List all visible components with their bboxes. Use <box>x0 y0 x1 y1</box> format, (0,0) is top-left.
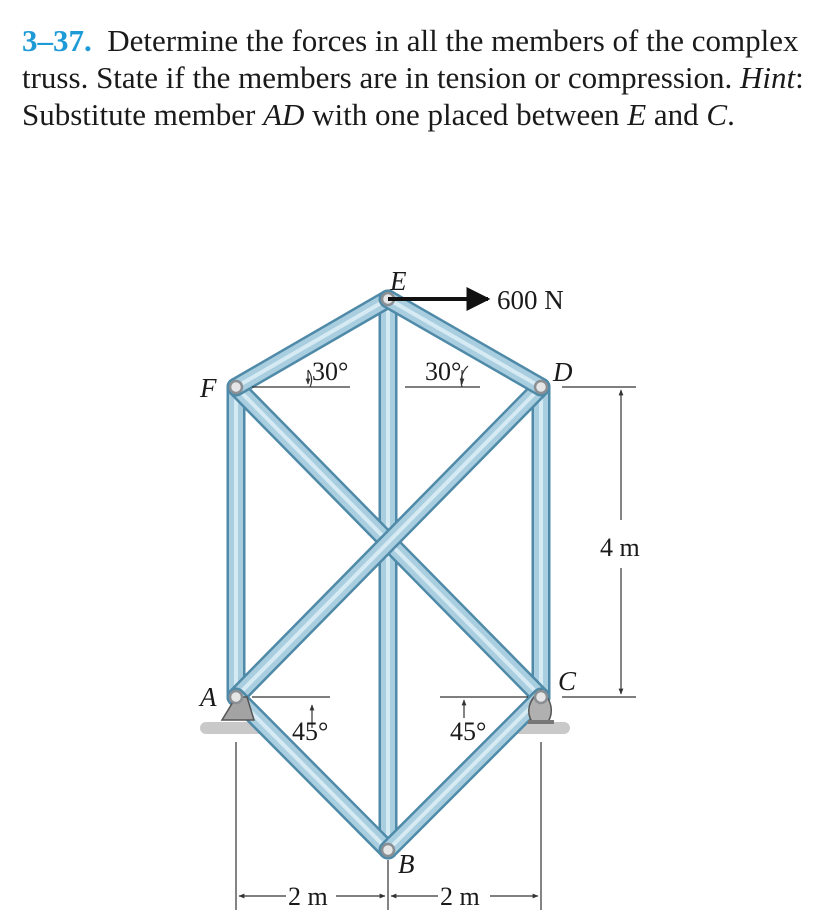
pin-f <box>230 381 242 393</box>
problem-number: 3–37. <box>22 23 92 58</box>
joint-label-f: F <box>200 373 217 403</box>
height-dimension-label: 4 m <box>600 533 640 562</box>
load-label: 600 N <box>497 285 564 315</box>
angle-label-top-left: 30° <box>312 357 349 386</box>
width-right-label: 2 m <box>440 882 480 911</box>
problem-text-2: : Substitute member <box>22 60 804 132</box>
width-left-label: 2 m <box>288 882 328 911</box>
pin-c <box>535 691 547 703</box>
problem-text-4: and <box>653 97 699 132</box>
angle-label-bottom-right: 45° <box>450 717 487 746</box>
angle-label-top-right: 30° <box>425 357 462 386</box>
joint-e-ref: E <box>627 97 647 132</box>
joint-c-ref: C <box>706 97 728 132</box>
joint-label-c: C <box>558 666 577 696</box>
joint-label-b: B <box>398 849 415 879</box>
joint-label-d: D <box>553 357 573 387</box>
pin-b <box>382 844 394 856</box>
joint-label-a: A <box>200 682 217 712</box>
hint-label: Hint <box>740 60 796 95</box>
problem-text-1: Determine the forces in all the members of the complex truss. State if the members are in tension or compression. <box>22 23 799 95</box>
problem-text-5: . <box>727 97 735 132</box>
pin-d <box>535 381 547 393</box>
member-ad-label: AD <box>263 97 305 132</box>
truss-members <box>236 299 541 850</box>
angle-label-bottom-left: 45° <box>292 717 329 746</box>
pin-a <box>230 691 242 703</box>
joint-label-e: E <box>390 266 407 296</box>
problem-text-3: with one placed between <box>312 97 620 132</box>
